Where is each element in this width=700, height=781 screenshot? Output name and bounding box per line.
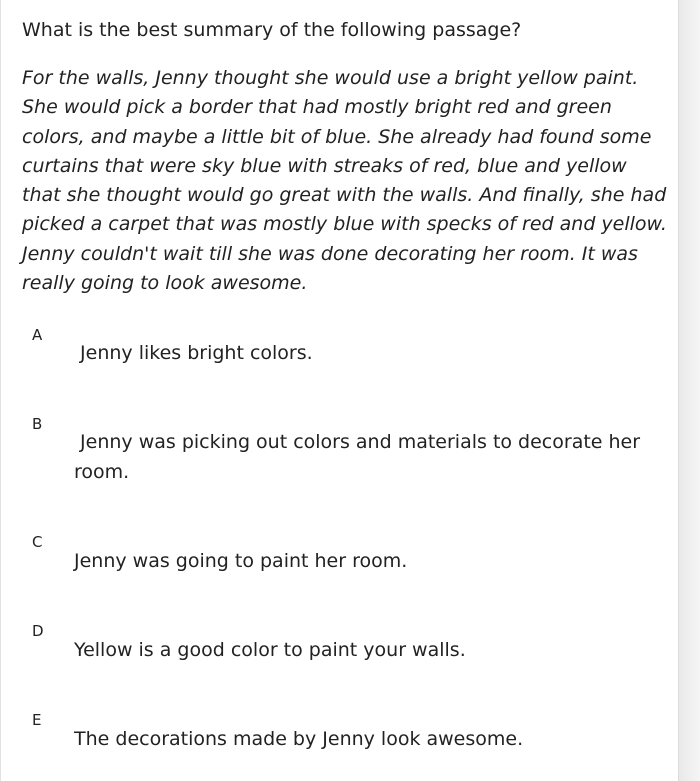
choice-text: Jenny was going to paint her room. <box>74 550 408 572</box>
choice-letter: C <box>32 533 43 551</box>
choice-letter: D <box>32 622 44 640</box>
choice-text: Jenny was picking out colors and materials to decorate her room. <box>74 431 647 483</box>
page-edge <box>679 0 700 781</box>
choice-letter: B <box>32 415 43 433</box>
passage-text: For the walls, Jenny thought she would use a bright yellow paint. She would pick a border that had mostly bright red and green colors, and maybe a little bit of blue. She already had found some curtains that were sky blue with streaks of red, blue and yellow that she thought would go great with the walls. And finally, she had picked a carpet that was mostly blue with specks of red and yellow. Jenny couldn't wait till she was done decorating her room. It was really going to look awesome. <box>22 67 667 295</box>
choice-text: Yellow is a good color to paint your walls. <box>74 639 466 661</box>
choice-text: The decorations made by Jenny look awesome. <box>74 728 524 750</box>
choice-letter: A <box>32 326 43 344</box>
choice-letter: E <box>32 711 42 729</box>
choice-text: Jenny likes bright colors. <box>74 342 313 364</box>
question-prompt: What is the best summary of the following passage? <box>22 19 522 41</box>
